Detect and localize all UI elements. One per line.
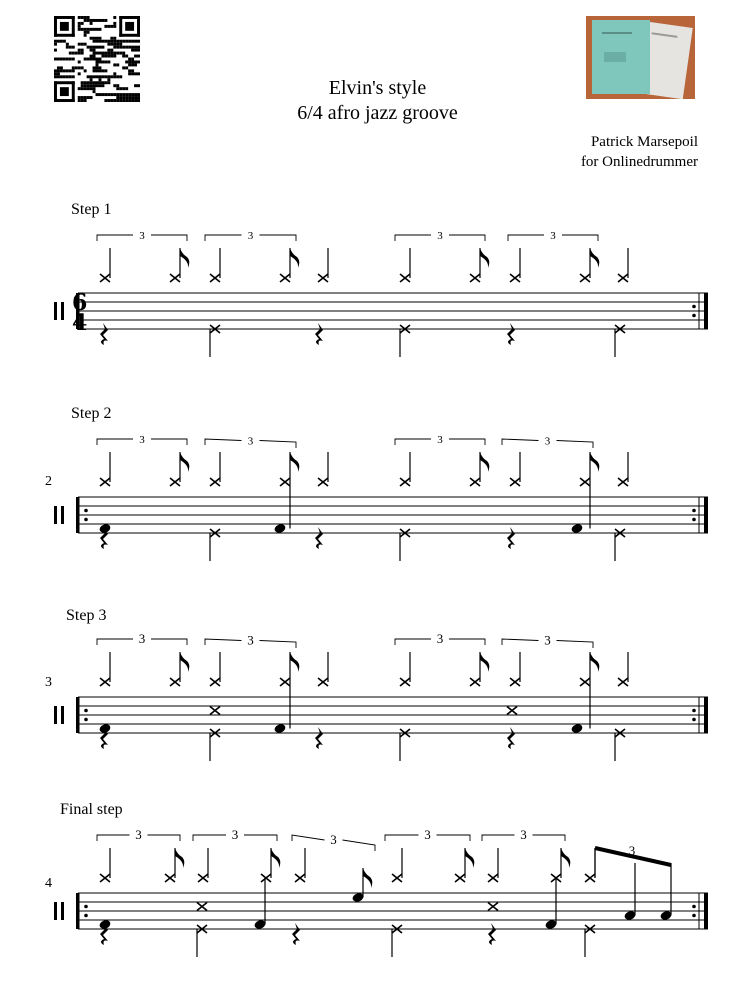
ride-cymbal-note <box>318 478 328 486</box>
end-repeat-barline <box>704 893 708 929</box>
ride-cymbal-note <box>210 678 220 686</box>
tuplet-number: 3 <box>139 434 145 446</box>
repeat-dot <box>84 518 88 522</box>
repeat-dot <box>84 905 88 909</box>
ride-cymbal-note <box>210 274 220 282</box>
note-flag <box>290 652 299 672</box>
quarter-rest <box>507 527 515 549</box>
time-signature-bottom: 4 <box>72 309 88 336</box>
note-flag <box>363 868 372 888</box>
ride-cymbal-note <box>580 678 590 686</box>
ride-cymbal-note <box>400 274 410 282</box>
ride-cymbal-note <box>280 274 290 282</box>
quarter-rest <box>315 323 323 345</box>
ride-cymbal-note <box>261 874 271 882</box>
quarter-rest <box>292 923 300 945</box>
tuplet-number: 3 <box>231 827 239 842</box>
tuplet-number: 3 <box>247 230 254 242</box>
note-flag <box>561 848 570 868</box>
start-barline <box>76 697 80 733</box>
end-repeat-barline <box>704 293 708 329</box>
note-flag <box>175 848 184 868</box>
tuplet-bracket <box>395 639 431 645</box>
repeat-dot <box>84 509 88 513</box>
ride-cymbal-note <box>170 274 180 282</box>
tuplet-bracket <box>260 235 297 241</box>
ride-cymbal-note <box>470 274 480 282</box>
time-signature-top: 6 <box>72 290 88 317</box>
tuplet-bracket <box>482 835 515 841</box>
hi-hat-note <box>507 707 517 715</box>
note-flag <box>480 452 489 472</box>
note-flag <box>480 248 489 268</box>
publisher-credit: for Onlinedrummer <box>580 154 698 170</box>
tuplet-bracket <box>557 641 594 649</box>
repeat-dot <box>84 709 88 713</box>
ride-cymbal-note <box>580 478 590 486</box>
repeat-dot <box>692 709 696 713</box>
ride-cymbal-note <box>280 678 290 686</box>
tuplet-bracket <box>97 639 133 645</box>
note-flag <box>590 652 599 672</box>
tuplet-bracket <box>97 439 133 445</box>
ride-cymbal-note <box>470 678 480 686</box>
ride-cymbal-note <box>580 274 590 282</box>
ride-cymbal-note <box>400 678 410 686</box>
bass-drum-note <box>273 723 286 734</box>
tuplet-number: 3 <box>437 230 443 242</box>
percussion-clef <box>61 902 64 920</box>
measure-number-3: 3 <box>45 675 52 690</box>
tuplet-number: 3 <box>247 632 254 648</box>
repeat-dot <box>84 914 88 918</box>
tuplet-bracket <box>148 835 181 841</box>
ride-cymbal-note <box>618 274 628 282</box>
tuplet-bracket <box>437 835 471 841</box>
ride-cymbal-note <box>210 478 220 486</box>
ride-cymbal-note <box>510 274 520 282</box>
tuplet-bracket <box>205 639 242 645</box>
tuplet-number: 3 <box>135 827 142 842</box>
hi-hat-note <box>488 903 498 911</box>
ride-cymbal-note <box>100 874 110 882</box>
repeat-dot <box>692 914 696 918</box>
hi-hat-note <box>210 707 220 715</box>
tuplet-bracket <box>562 235 598 241</box>
ride-cymbal-note <box>318 678 328 686</box>
percussion-clef <box>54 902 57 920</box>
tuplet-bracket <box>244 835 277 841</box>
tuplet-bracket <box>97 235 133 241</box>
tuplet-bracket <box>343 840 376 851</box>
tuplet-number: 3 <box>544 435 551 448</box>
repeat-dot <box>692 905 696 909</box>
tuplet-number: 3 <box>424 827 431 842</box>
tuplet-bracket <box>260 441 297 449</box>
tuplet-number: 3 <box>436 631 444 646</box>
quarter-rest <box>100 323 108 345</box>
percussion-clef <box>61 706 64 724</box>
tuplet-number: 3 <box>139 230 145 242</box>
tuplet-bracket <box>395 235 431 241</box>
tuplet-bracket <box>260 641 297 649</box>
repeat-dot <box>692 518 696 522</box>
step-label-3: Step 3 <box>66 607 107 624</box>
ride-cymbal-note <box>100 478 110 486</box>
tuplet-bracket <box>502 639 539 645</box>
tuplet-bracket <box>502 439 539 445</box>
quarter-rest <box>507 323 515 345</box>
repeat-dot <box>692 509 696 513</box>
tuplet-bracket <box>385 835 419 841</box>
start-barline <box>76 497 80 533</box>
tuplet-bracket <box>193 835 226 841</box>
note-flag <box>290 248 299 268</box>
note-flag <box>590 248 599 268</box>
tuplet-bracket <box>449 639 485 645</box>
step-label-2: Step 2 <box>71 405 112 422</box>
quarter-rest <box>488 923 496 945</box>
repeat-dot <box>692 718 696 722</box>
repeat-dot <box>692 305 696 309</box>
tuplet-bracket <box>97 835 130 841</box>
tuplet-bracket <box>449 439 485 445</box>
tuplet-number: 3 <box>247 435 254 448</box>
quarter-rest <box>315 527 323 549</box>
tuplet-number: 3 <box>628 843 636 858</box>
percussion-clef <box>61 506 64 524</box>
tuplet-number: 3 <box>437 434 443 446</box>
note-flag <box>180 248 189 268</box>
ride-cymbal-note <box>280 478 290 486</box>
ride-cymbal-note <box>170 678 180 686</box>
tuplet-bracket <box>508 235 544 241</box>
ride-cymbal-note <box>618 678 628 686</box>
tuplet-bracket <box>533 835 566 841</box>
piece-subtitle: 6/4 afro jazz groove <box>297 102 458 124</box>
measure-number-2: 2 <box>45 474 52 489</box>
measure-number-4: 4 <box>45 876 52 891</box>
note-flag <box>290 452 299 472</box>
ride-cymbal-note <box>618 478 628 486</box>
start-barline <box>76 893 80 929</box>
note-flag <box>480 652 489 672</box>
tuplet-bracket <box>557 441 594 449</box>
ride-cymbal-note <box>488 874 498 882</box>
end-repeat-barline <box>704 497 708 533</box>
bass-drum-note <box>570 723 583 734</box>
bass-drum-note <box>273 523 286 534</box>
quarter-rest <box>507 727 515 749</box>
note-flag <box>180 452 189 472</box>
ride-cymbal-note <box>455 874 465 882</box>
ride-cymbal-note <box>318 274 328 282</box>
tuplet-bracket <box>395 439 431 445</box>
ride-cymbal-note <box>400 478 410 486</box>
ride-cymbal-note <box>510 478 520 486</box>
tuplet-bracket <box>292 835 325 841</box>
hi-hat-note <box>197 903 207 911</box>
tuplet-bracket <box>151 235 187 241</box>
ride-cymbal-note <box>510 678 520 686</box>
tuplet-number: 3 <box>544 632 551 648</box>
tuplet-number: 3 <box>330 832 337 847</box>
step-label-final: Final step <box>60 801 123 818</box>
ride-cymbal-note <box>100 678 110 686</box>
note-flag <box>271 848 280 868</box>
tuplet-bracket <box>449 235 485 241</box>
bass-drum-note <box>570 523 583 534</box>
percussion-clef <box>54 506 57 524</box>
ride-cymbal-note <box>165 874 175 882</box>
percussion-clef <box>54 706 57 724</box>
note-flag <box>590 452 599 472</box>
note-flag <box>180 652 189 672</box>
tuplet-number: 3 <box>520 827 527 842</box>
percussion-clef <box>61 302 64 320</box>
ride-cymbal-note <box>100 274 110 282</box>
percussion-clef <box>54 302 57 320</box>
step-label-1: Step 1 <box>71 201 112 218</box>
ride-cymbal-note <box>198 874 208 882</box>
piece-title: Elvin's style <box>328 77 427 99</box>
ride-cymbal-note <box>470 478 480 486</box>
ride-cymbal-note <box>170 478 180 486</box>
tuplet-bracket <box>151 639 187 645</box>
ride-cymbal-note <box>585 874 595 882</box>
tuplet-bracket <box>151 439 187 445</box>
tuplet-bracket <box>205 439 242 445</box>
tuplet-number: 3 <box>138 631 146 646</box>
tuplet-bracket <box>205 235 242 241</box>
repeat-dot <box>84 718 88 722</box>
author-credit: Patrick Marsepoil <box>590 134 698 150</box>
repeat-dot <box>692 314 696 318</box>
note-flag <box>465 848 474 868</box>
ride-cymbal-note <box>295 874 305 882</box>
ride-cymbal-note <box>392 874 402 882</box>
end-repeat-barline <box>704 697 708 733</box>
tuplet-number: 3 <box>550 230 556 242</box>
quarter-rest <box>315 727 323 749</box>
